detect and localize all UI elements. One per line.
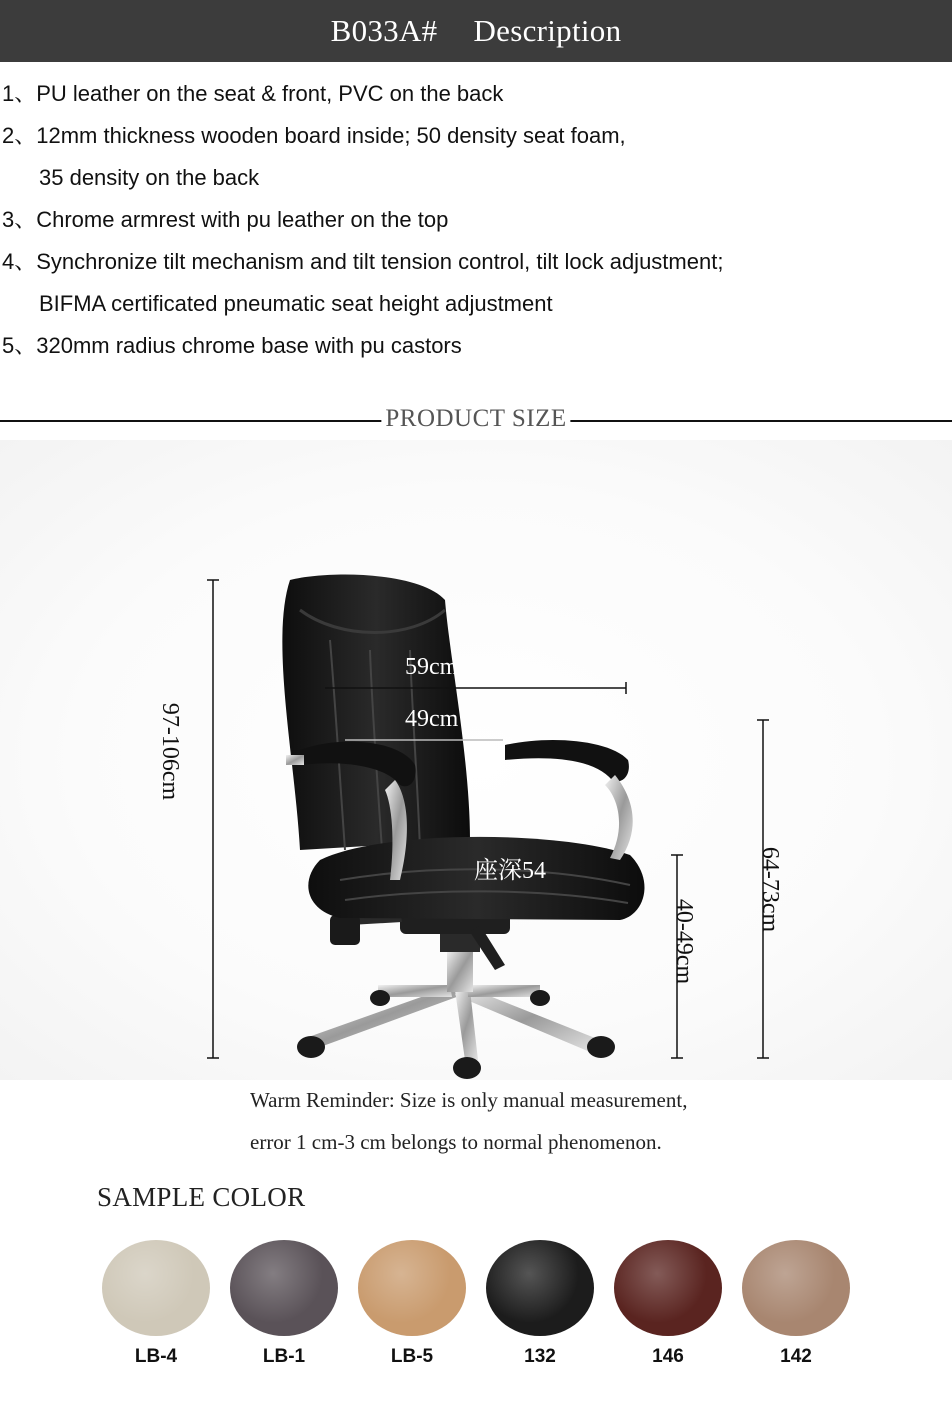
swatch-146 bbox=[614, 1240, 722, 1336]
spec-item-2-cont: 35 density on the back bbox=[39, 165, 260, 190]
swatch-label-lb-4: LB-4 bbox=[134, 1346, 178, 1367]
product-code: B033A# bbox=[330, 13, 438, 48]
swatch-142 bbox=[742, 1240, 850, 1336]
sample-color-title: SAMPLE COLOR bbox=[97, 1182, 306, 1212]
spec-item-1: 1、PU leather on the seat & front, PVC on the back bbox=[2, 81, 504, 106]
spec-item-4: 4、Synchronize tilt mechanism and tilt tension control, tilt lock adjustment; bbox=[2, 249, 724, 274]
swatch-lb-1 bbox=[230, 1240, 338, 1336]
dim-seat-depth: 座深54 bbox=[474, 858, 546, 884]
swatch-132 bbox=[486, 1240, 594, 1336]
reminder-line-1: Warm Reminder: Size is only manual measurement, bbox=[250, 1088, 688, 1112]
swatch-label-lb-1: LB-1 bbox=[262, 1346, 306, 1367]
swatch-lb-5 bbox=[358, 1240, 466, 1336]
spec-item-2: 2、12mm thickness wooden board inside; 50 density seat foam, bbox=[2, 123, 626, 148]
spec-item-4-cont: BIFMA certificated pneumatic seat height adjustment bbox=[39, 291, 553, 316]
spec-item-3: 3、Chrome armrest with pu leather on the top bbox=[2, 207, 449, 232]
swatch-label-142: 142 bbox=[780, 1346, 812, 1367]
swatch-lb-4 bbox=[102, 1240, 210, 1336]
dim-overall-height: 97-106cm bbox=[157, 702, 184, 801]
swatch-label-132: 132 bbox=[524, 1346, 556, 1367]
dim-width-inner: 49cm bbox=[405, 706, 459, 732]
spec-item-5: 5、320mm radius chrome base with pu castors bbox=[2, 333, 462, 358]
dim-width-outer: 59cm bbox=[405, 654, 459, 680]
swatch-label-lb-5: LB-5 bbox=[390, 1346, 434, 1367]
reminder-line-2: error 1 cm-3 cm belongs to normal phenomenon. bbox=[250, 1130, 662, 1154]
dim-seat-height: 40-49cm bbox=[671, 898, 698, 985]
header-title: Description bbox=[473, 13, 622, 48]
swatch-label-146: 146 bbox=[652, 1346, 684, 1367]
dim-arm-height: 64-73cm bbox=[757, 846, 784, 933]
product-size-title: PRODUCT SIZE bbox=[381, 405, 570, 433]
chrome-base bbox=[300, 930, 600, 1060]
